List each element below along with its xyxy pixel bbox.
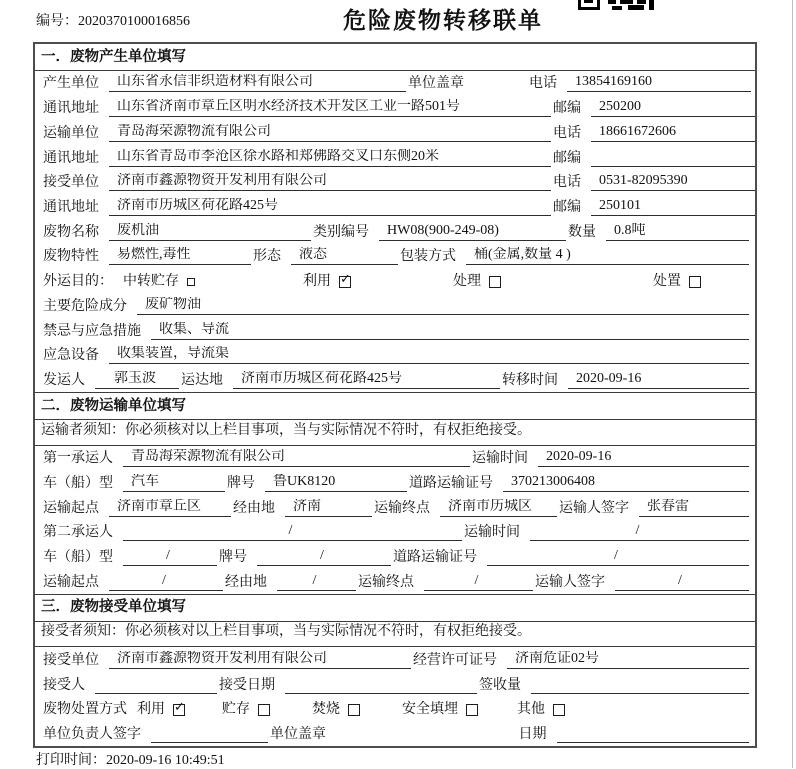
acceptor-label: 接受人: [43, 677, 85, 693]
purpose-label: 外运目的：: [43, 274, 113, 290]
disposal-option-other-label: 其他: [517, 702, 545, 718]
disposal-option-incinerate-label: 焚烧: [312, 702, 340, 718]
transporter-notice-row: [35, 420, 755, 446]
disposal-option-utilize-label: 利用: [137, 702, 165, 718]
vehicle2-license-label: 道路运输证号: [393, 550, 477, 565]
page-title: 危险废物转移联单: [343, 8, 543, 33]
accept-date-value: [285, 677, 477, 694]
vehicle2-type-label: 车（船）型: [43, 550, 113, 565]
transporter-label: 运输单位: [43, 125, 99, 141]
page-edge: [792, 0, 793, 768]
producer-value: 山东省永信非织造材料有限公司: [109, 74, 406, 92]
emergency-equipment-value: 收集装置，导流渠: [109, 346, 749, 364]
section1-heading: [35, 44, 755, 71]
emergency-measures-value: 收集、导流: [151, 322, 749, 340]
vehicle2-plate-label: 牌号: [219, 550, 247, 565]
transporter-address-value: 山东省青岛市李沧区徐水路和郑佛路交叉口东侧20米: [109, 149, 551, 167]
receive-unit-row: [35, 647, 755, 672]
route1-row: [35, 495, 755, 520]
destination-label: 运达地: [181, 372, 223, 388]
receiver-postcode-label: 邮编: [553, 199, 581, 215]
dispatch-row: [35, 367, 755, 392]
carrier1-value: 青岛海荣源物流有限公司: [123, 449, 470, 467]
carrier2-value: /: [123, 523, 462, 541]
disposal-store-checkbox: [258, 704, 270, 716]
dispatcher-value: 郭玉波: [95, 371, 179, 389]
route1-via-value: 济南: [285, 499, 372, 517]
vehicle1-plate-label: 牌号: [227, 475, 255, 491]
purpose-option-utilize-label: 利用: [303, 274, 331, 290]
purpose-option-treat-label: 处理: [453, 274, 481, 290]
transporter-postcode-label: 邮编: [553, 150, 581, 166]
transporter-postcode-value: [591, 150, 755, 167]
responsible-sign-value: [151, 726, 268, 743]
producer-row: [35, 71, 755, 96]
transporter-notice-text: 运输者须知：你必须核对以上栏目事项，当与实际情况不符时，有权拒绝接受。: [41, 422, 531, 438]
receiver-postcode-value: 250101: [591, 198, 755, 216]
disposal-incinerate-checkbox: [348, 704, 360, 716]
vehicle1-row: [35, 470, 755, 495]
disposal-option-landfill: [402, 702, 517, 718]
section3-heading: [35, 594, 755, 622]
received-amount-value: [531, 677, 749, 694]
route1-via-label: 经由地: [233, 500, 275, 516]
receiver-label: 接受单位: [43, 175, 99, 191]
purpose-option-dispose: [653, 274, 701, 290]
disposal-other-checkbox: [553, 704, 565, 716]
vehicle2-type-value: /: [123, 548, 217, 566]
vehicle1-license-label: 道路运输证号: [409, 475, 493, 491]
vehicle2-license-value: /: [487, 548, 749, 566]
carrier2-row: [35, 520, 755, 545]
receiver-phone-value: 0531-82095390: [591, 173, 755, 191]
waste-quantity-value: 0.8吨: [606, 223, 749, 241]
carrier1-time-value: 2020-09-16: [538, 449, 749, 467]
section3-heading-text: 三．废物接受单位填写: [41, 599, 186, 616]
emergency-equipment-row: [35, 343, 755, 368]
purpose-option-transfer-storage: [123, 274, 303, 290]
receiver-value: 济南市鑫源物资开发利用有限公司: [109, 173, 551, 191]
waste-name-label: 废物名称: [43, 224, 99, 240]
carrier1-row: [35, 446, 755, 471]
route2-via-value: /: [277, 573, 356, 591]
producer-postcode-value: 250200: [591, 99, 755, 117]
emergency-measures-label: 禁忌与应急措施: [43, 323, 141, 339]
producer-phone-value: 13854169160: [567, 74, 751, 92]
purpose-option-transfer-storage-label: 中转贮存: [123, 274, 179, 290]
producer-phone-label: 电话: [529, 76, 557, 92]
dispatcher-label: 发运人: [43, 372, 85, 388]
print-time-label: 打印时间：: [36, 753, 106, 768]
transfer-storage-checkbox: [187, 278, 195, 286]
sign-date-label: 日期: [518, 727, 547, 743]
transporter-address-label: 通讯地址: [43, 150, 99, 166]
transfer-time-label: 转移时间: [502, 372, 558, 388]
carrier2-time-label: 运输时间: [464, 525, 520, 541]
destination-value: 济南市历城区荷花路425号: [233, 371, 500, 389]
carrier2-time-value: /: [530, 523, 749, 541]
accept-date-label: 接受日期: [219, 677, 275, 693]
emergency-measures-row: [35, 318, 755, 343]
waste-property-row: [35, 244, 755, 269]
waste-form-label: 形态: [253, 249, 281, 265]
route2-row: [35, 569, 755, 594]
acceptance-row: [35, 672, 755, 697]
vehicle2-row: [35, 544, 755, 569]
receive-unit-label: 接受单位: [43, 652, 99, 668]
vehicle1-plate-value: 鲁UK8120: [265, 474, 407, 492]
transporter-value: 青岛海荣源物流有限公司: [109, 124, 551, 142]
receive-unit-value: 济南市鑫源物资开发利用有限公司: [109, 651, 411, 669]
disposal-row: [35, 697, 755, 722]
route1-end-value: 济南市历城区: [440, 499, 557, 517]
carrier1-label: 第一承运人: [43, 451, 113, 467]
waste-form-value: 液态: [291, 247, 398, 265]
disposal-label: 废物处置方式: [43, 702, 127, 718]
producer-postcode-label: 邮编: [553, 101, 581, 117]
receiver-phone-label: 电话: [553, 175, 581, 191]
serial-label: 编号：: [36, 14, 78, 29]
disposal-landfill-checkbox: [466, 704, 478, 716]
vehicle1-type-label: 车（船）型: [43, 475, 113, 491]
waste-category-label: 类别编号: [313, 224, 369, 240]
receiver-address-value: 济南市历城区荷花路425号: [109, 198, 551, 216]
serial-value: 2020370100016856: [78, 14, 190, 29]
route1-start-value: 济南市章丘区: [109, 499, 231, 517]
purpose-option-treat: [453, 274, 653, 290]
route2-start-value: /: [109, 573, 223, 591]
purpose-row: [35, 268, 755, 293]
transporter-address-row: [35, 145, 755, 170]
carrier2-label: 第二承运人: [43, 525, 113, 541]
transporter-phone-label: 电话: [553, 125, 581, 141]
dispose-checkbox: [689, 276, 701, 288]
vehicle1-type-value: 汽车: [123, 474, 225, 492]
transporter-row: [35, 120, 755, 145]
unit-seal-label: 单位盖章: [270, 727, 326, 743]
responsible-sign-label: 单位负责人签字: [43, 727, 141, 743]
route2-via-label: 经由地: [225, 574, 267, 590]
route1-start-label: 运输起点: [43, 500, 99, 516]
route2-sign-label: 运输人签字: [535, 574, 605, 590]
business-license-label: 经营许可证号: [413, 652, 497, 668]
business-license-value: 济南危证02号: [507, 651, 749, 669]
disposal-option-other: [517, 702, 565, 718]
producer-address-label: 通讯地址: [43, 101, 99, 117]
vehicle1-license-value: 370213006408: [503, 474, 749, 492]
waste-name-row: [35, 219, 755, 244]
waste-quantity-label: 数量: [568, 224, 596, 240]
waste-property-label: 废物特性: [43, 249, 99, 265]
sign-date-value: [557, 726, 750, 743]
purpose-option-utilize: [303, 274, 453, 290]
disposal-option-store: [222, 702, 312, 718]
producer-label: 产生单位: [43, 76, 99, 92]
disposal-option-utilize: [137, 702, 222, 718]
section2-heading: [35, 392, 755, 420]
route1-sign-value: 张春雷: [639, 499, 749, 517]
utilize-checkbox: [339, 276, 351, 288]
route2-end-value: /: [424, 573, 533, 591]
receiver-notice-text: 接受者须知：你必须核对以上栏目事项，当与实际情况不符时，有权拒绝接受。: [41, 624, 531, 640]
hazard-row: [35, 293, 755, 318]
producer-address-row: [35, 95, 755, 120]
section1-heading-text: 一．废物产生单位填写: [41, 48, 186, 65]
route1-sign-label: 运输人签字: [559, 500, 629, 516]
route1-end-label: 运输终点: [374, 500, 430, 516]
hazard-value: 废矿物油: [137, 297, 749, 315]
disposal-option-store-label: 贮存: [222, 702, 250, 718]
carrier1-time-label: 运输时间: [472, 451, 528, 467]
route2-end-label: 运输终点: [358, 574, 414, 590]
acceptor-value: [95, 677, 217, 694]
vehicle2-plate-value: /: [257, 548, 391, 566]
disposal-option-incinerate: [312, 702, 402, 718]
hazard-label: 主要危险成分: [43, 298, 127, 314]
emergency-equipment-label: 应急设备: [43, 348, 99, 364]
waste-name-value: 废机油: [109, 223, 311, 241]
print-time-value: 2020-09-16 10:49:51: [106, 753, 225, 768]
receiver-address-row: [35, 194, 755, 219]
transfer-time-value: 2020-09-16: [568, 371, 749, 389]
waste-category-value: HW08(900-249-08): [379, 223, 566, 241]
route2-start-label: 运输起点: [43, 574, 99, 590]
received-amount-label: 签收量: [479, 677, 521, 693]
print-time: [36, 749, 225, 769]
disposal-utilize-checkbox: [173, 704, 185, 716]
route2-sign-value: /: [615, 573, 749, 591]
disposal-option-landfill-label: 安全填埋: [402, 702, 458, 718]
purpose-option-dispose-label: 处置: [653, 274, 681, 290]
signature-row: [35, 721, 755, 746]
receiver-notice-row: [35, 622, 755, 648]
packing-label: 包装方式: [400, 249, 456, 265]
section2-heading-text: 二．废物运输单位填写: [41, 397, 186, 414]
packing-value: 桶(金属,数量 4 ): [466, 247, 749, 265]
receiver-row: [35, 170, 755, 195]
qr-code-icon: [578, 0, 654, 11]
waste-property-value: 易燃性,毒性: [109, 247, 251, 265]
receiver-address-label: 通讯地址: [43, 199, 99, 215]
transporter-phone-value: 18661672606: [591, 124, 755, 142]
treat-checkbox: [489, 276, 501, 288]
producer-seal-label: 单位盖章: [408, 76, 464, 92]
producer-address-value: 山东省济南市章丘区明水经济技术开发区工业一路501号: [109, 99, 551, 117]
manifest-form: [33, 42, 757, 748]
